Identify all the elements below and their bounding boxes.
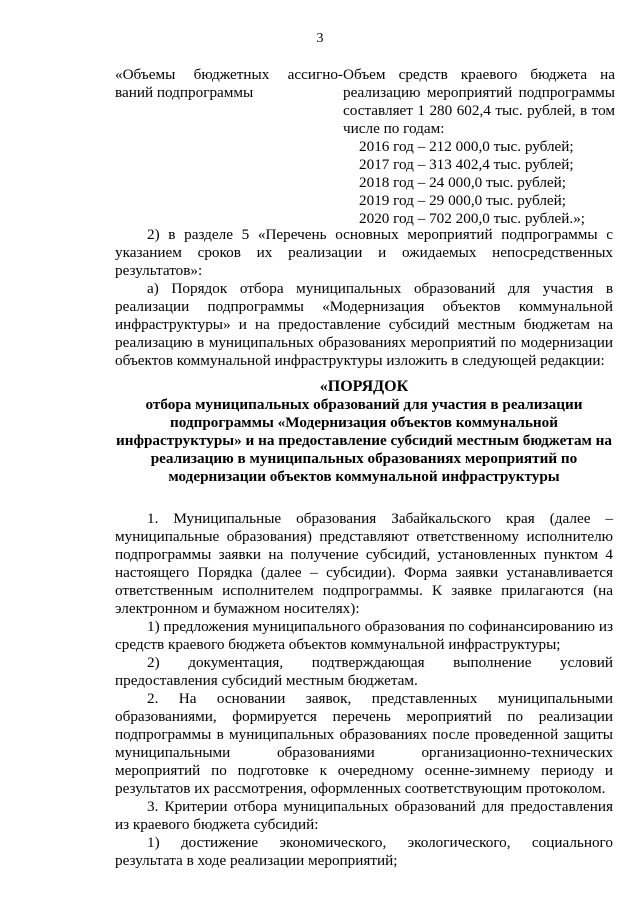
funding-year: 2020 год – 702 200,0 тыс. рублей.»; [359, 210, 586, 227]
section-title-heading: «ПОРЯДОК [319, 378, 409, 395]
funding-intro: Объем средств краевого бюджета на реализацию мероприятий подпрограммы составляет 1 280 602,4 тыс. рублей, в том числе по годам: [343, 66, 615, 137]
paragraph: 1) предложения муниципального образования по софинансированию из средств краевого бюджета объектов коммунальной инфраструктуры; [115, 618, 613, 653]
table-cell-value [343, 66, 615, 228]
table-row [115, 66, 615, 228]
paragraph: а) Порядок отбора муниципальных образований для участия в реализации подпрограммы «Модернизация объектов коммунальной инфраструктуры» и на предоставление субсидий местным бюджетам на реализацию в муниципальных образованиях мероприятий по модернизации объектов коммунальной инфраструктуры изложить в следующей редакции: [115, 280, 613, 369]
table-cell-label: «Объемы бюджетных ассигно-ваний подпрограммы [115, 66, 343, 101]
document-body [115, 226, 613, 870]
funding-year: 2018 год – 24 000,0 тыс. рублей; [359, 174, 567, 191]
funding-year: 2016 год – 212 000,0 тыс. рублей; [359, 138, 574, 155]
paragraph: 2) в разделе 5 «Перечень основных мероприятий подпрограммы с указанием сроков их реализации и ожидаемых непосредственных результатов»: [115, 226, 613, 279]
paragraph: 1. Муниципальные образования Забайкальского края (далее – муниципальные образования) представляют ответственному исполнителю подпрограммы заявки на получение субсидий, установленных пунктом 4 настоящего Порядка (далее – субсидии). Форма заявки устанавливается ответственным исполнителем подпрограммы. К заявке прилагаются (на электронном и бумажном носителях): [115, 510, 613, 617]
paragraph: 2) документация, подтверждающая выполнение условий предоставления субсидий местным бюджетам. [115, 654, 613, 689]
paragraph: 3. Критерии отбора муниципальных образований для предоставления из краевого бюджета субсидий: [115, 798, 613, 833]
section-title [115, 378, 613, 486]
page-number: 3 [316, 31, 324, 46]
funding-year: 2017 год – 313 402,4 тыс. рублей; [359, 156, 574, 173]
paragraph: 2. На основании заявок, представленных муниципальными образованиями, формируется перечень мероприятий по реализации подпрограммы в муниципальных образованиях после проведенной защиты муниципальными образованиями организационно-технических мероприятий по подготовке к очередному осенне-зимнему периоду и результатов их рассмотрения, оформленных соответствующим протоколом. [115, 690, 613, 797]
section-title-subtitle: отбора муниципальных образований для участия в реализации подпрограммы «Модернизация объектов коммунальной инфраструктуры» и на предоставление субсидий местным бюджетам на реализацию в муниципальных образованиях мероприятий по модернизации объектов коммунальной инфраструктуры [115, 396, 613, 485]
funding-year: 2019 год – 29 000,0 тыс. рублей; [359, 192, 567, 209]
passport-table [115, 66, 615, 228]
paragraph: 1) достижение экономического, экологического, социального результата в ходе реализации мероприятий; [115, 834, 613, 869]
